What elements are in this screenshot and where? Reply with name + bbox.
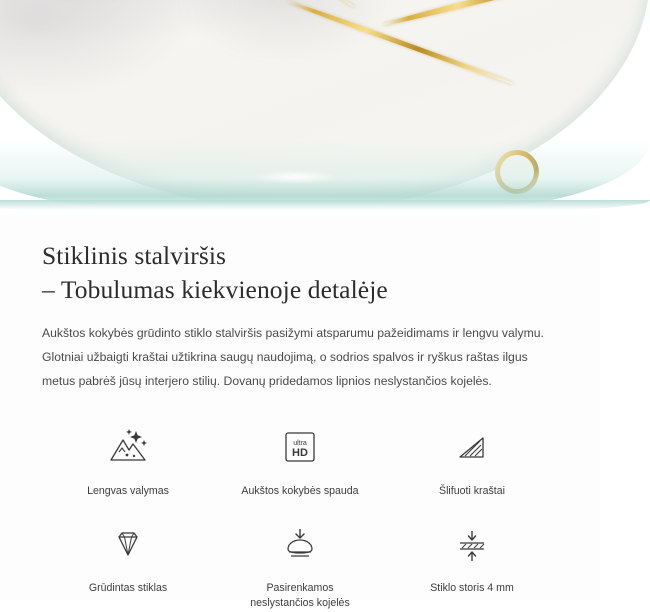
glass-specular-highlight <box>250 170 340 184</box>
feature-label: Grūdintas stiklas <box>88 582 168 595</box>
headline-line-2: – Tobulumas kiekvienoje detalėje <box>42 274 388 304</box>
feature-item-easy-cleaning <box>42 424 214 499</box>
svg-text:ultra: ultra <box>293 439 307 447</box>
gold-vein <box>383 0 598 28</box>
diamond-icon <box>104 521 152 567</box>
feature-item-tempered-glass <box>42 521 214 612</box>
svg-text:HD: HD <box>292 446 308 459</box>
sparkle-wipe-icon <box>104 424 152 470</box>
glass-rim <box>0 200 650 210</box>
feature-label: Aukštos kokybės spauda <box>241 484 359 497</box>
feature-item-print-quality <box>214 424 386 499</box>
feature-label: Lengvas valymas <box>87 484 169 497</box>
feature-item-anti-slip-feet <box>214 521 386 612</box>
headline-line-1: Stiklinis stalviršis <box>42 241 227 270</box>
feature-item-polished-edges <box>386 424 558 499</box>
polished-edge-icon <box>448 424 496 470</box>
feature-grid <box>42 424 558 612</box>
intro-paragraph: Aukštos kokybės grūdinto stiklo stalviršis pasižymi atsparumu pažeidimams ir lengvu valymu. Glotniai užbaigti kraštai užtikrina saugų naudojimą, o sodrios spalvos ir ryškus raštas ilgus metus pabrėš jūsų interjero stilių. Dovanų pridedamos lipnios neslystančios kojelės. <box>42 326 544 388</box>
content-area <box>0 215 600 612</box>
page-title <box>42 239 558 306</box>
feature-label: Šlifuoti kraštai <box>439 484 505 497</box>
anti-slip-feet-icon <box>276 521 324 567</box>
glass-tabletop-graphic <box>0 0 650 210</box>
ultra-hd-icon <box>276 424 324 470</box>
feature-item-glass-thickness <box>386 521 558 612</box>
feature-label: Stiklo storis 4 mm <box>430 582 514 595</box>
thickness-arrows-icon <box>448 521 496 567</box>
hero-image <box>0 0 600 215</box>
feature-label: Pasirenkamos neslystančios kojelės <box>250 582 350 610</box>
